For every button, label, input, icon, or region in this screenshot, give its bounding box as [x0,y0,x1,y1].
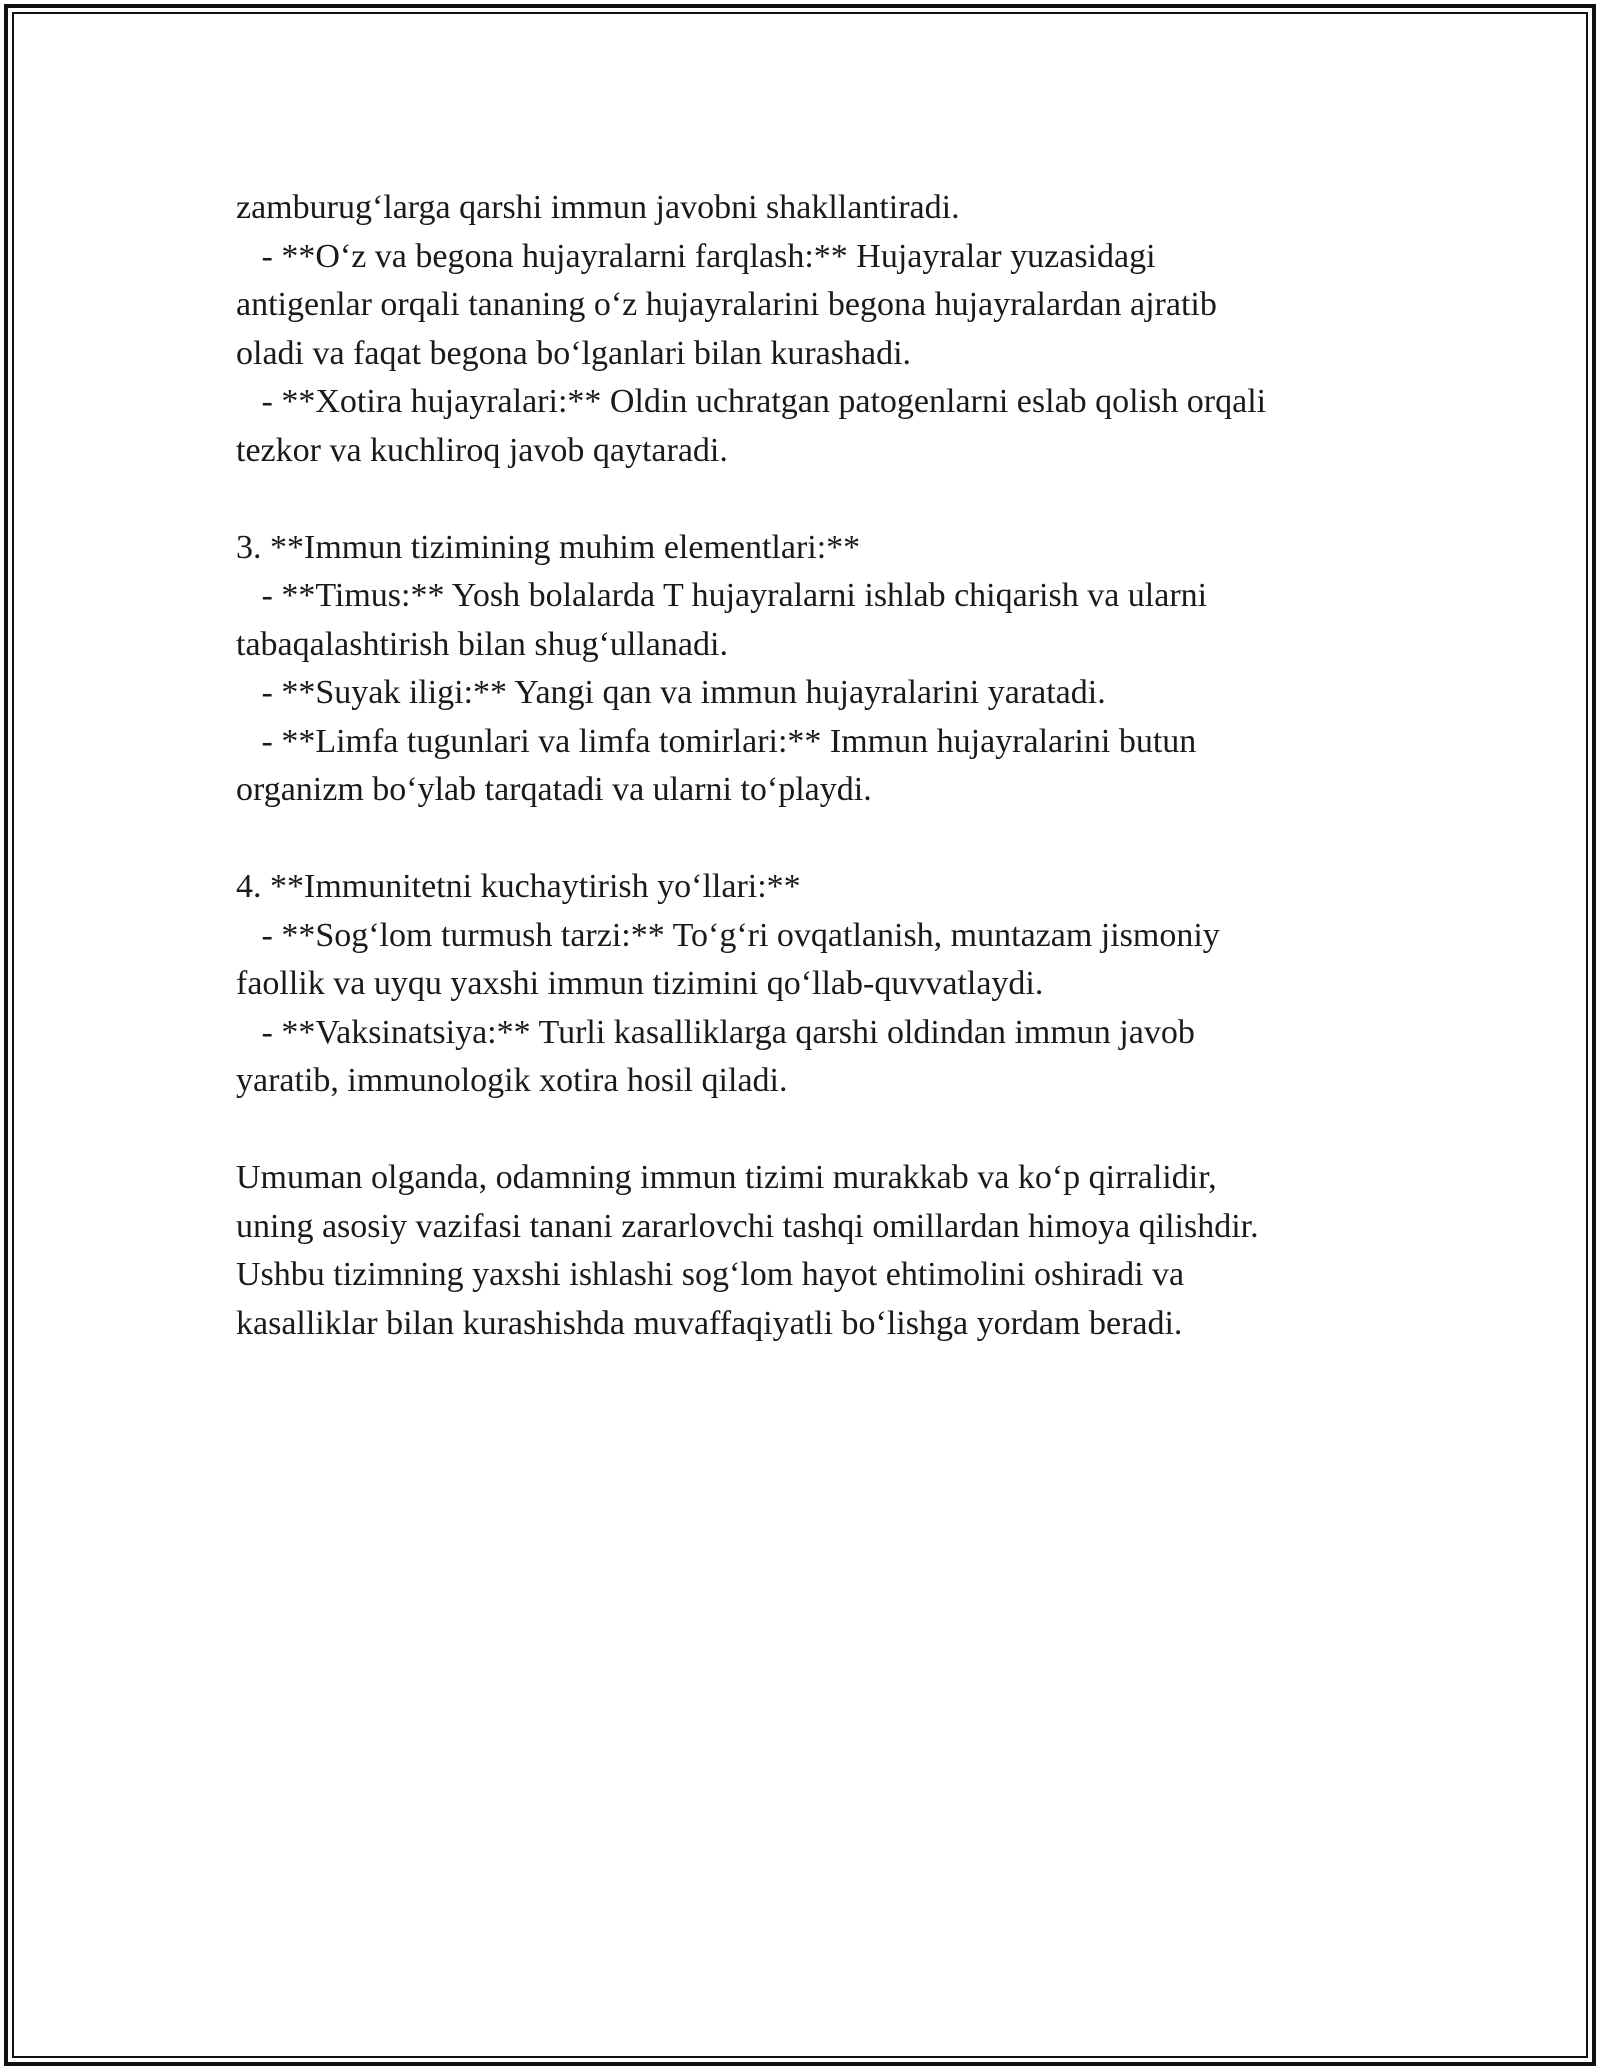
text-line: organizm bo‘ylab tarqatadi va ularni to‘playdi. [236,771,872,808]
blank-line [236,475,1406,524]
text-line: - **Vaksinatsiya:** Turli kasalliklarga qarshi oldindan immun javob [236,1013,1195,1051]
section-heading: 3. **Immun tizimining muhim elementlari:** [236,528,861,566]
text-line: yaratib, immunologik xotira hosil qiladi. [236,1062,788,1099]
text-line: tabaqalashtirish bilan shug‘ullanadi. [236,625,728,663]
blank-line [236,815,1406,864]
text-line: - **Sog‘lom turmush tarzi:** To‘g‘ri ovqatlanish, muntazam jismoniy [236,916,1220,954]
text-line: - **O‘z va begona hujayralarni farqlash:** Hujayralar yuzasidagi [236,237,1156,275]
section-heading: 4. **Immunitetni kuchaytirish yo‘llari:** [236,868,801,905]
text-line: oladi va faqat begona bo‘lganlari bilan kurashadi. [236,334,912,372]
conclusion-line: Ushbu tizimning yaxshi ishlashi sog‘lom hayot ehtimolini oshiradi va [236,1256,1185,1293]
text-line: - **Xotira hujayralari:** Oldin uchratgan patogenlarni eslab qolish orqali [236,383,1267,420]
text-line: - **Timus:** Yosh bolalarda T hujayralarni ishlab chiqarish va ularni [236,577,1208,614]
conclusion-line: uning asosiy vazifasi tanani zararlovchi tashqi omillardan himoya qilishdir. [236,1207,1259,1245]
conclusion-line: kasalliklar bilan kurashishda muvaffaqiyatli bo‘lishga yordam beradi. [236,1304,1183,1342]
text-line: - **Suyak iligi:** Yangi qan va immun hujayralarini yaratadi. [236,674,1106,711]
text-line: zamburug‘larga qarshi immun javobni shakllantiradi. [236,189,960,226]
document-body [236,184,1406,1348]
blank-line [236,1106,1406,1155]
text-line: tezkor va kuchliroq javob qaytaradi. [236,431,728,469]
text-line: - **Limfa tugunlari va limfa tomirlari:** Immun hujayralarini butun [236,722,1197,760]
text-line: antigenlar orqali tananing o‘z hujayralarini begona hujayralardan ajratib [236,286,1217,323]
conclusion-line: Umuman olganda, odamning immun tizimi murakkab va ko‘p qirralidir, [236,1159,1217,1196]
text-line: faollik va uyqu yaxshi immun tizimini qo‘llab-quvvatlaydi. [236,965,1044,1002]
